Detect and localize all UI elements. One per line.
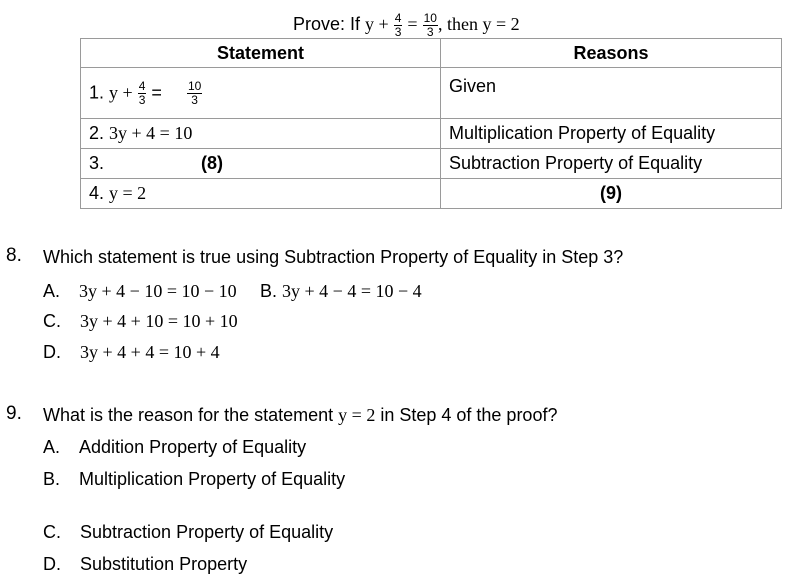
option-letter: C. xyxy=(43,311,61,331)
option-letter: A. xyxy=(43,437,61,457)
title-lhs: y + xyxy=(365,14,389,34)
fraction-denominator: 3 xyxy=(426,24,434,39)
option-letter: B. xyxy=(43,469,61,489)
step-number: 4. xyxy=(89,183,105,203)
reason-cell: Subtraction Property of Equality xyxy=(441,149,782,179)
statement-cell xyxy=(81,149,441,179)
statement-header: Statement xyxy=(81,39,441,68)
statement-text: y = 2 xyxy=(109,183,147,203)
table-row xyxy=(81,179,782,209)
table-row xyxy=(81,68,782,119)
option-text: 3y + 4 + 4 = 10 + 4 xyxy=(80,342,220,362)
statement-fraction-2 xyxy=(187,80,202,107)
fraction-denominator: 3 xyxy=(191,92,198,107)
statement-cell xyxy=(81,179,441,209)
step-number: 2. xyxy=(89,123,105,143)
fraction-numerator: 4 xyxy=(138,78,146,93)
q8-option-c[interactable] xyxy=(43,311,238,332)
statement-fraction-1 xyxy=(138,80,147,107)
option-text: 3y + 4 + 10 = 10 + 10 xyxy=(80,311,238,331)
question-9-text xyxy=(43,405,557,426)
q9-option-c[interactable] xyxy=(43,522,333,543)
option-text: Subtraction Property of Equality xyxy=(80,522,334,542)
q8-option-d[interactable] xyxy=(43,342,220,363)
q8-option-a[interactable] xyxy=(43,281,237,302)
question-9-text-before: What is the reason for the statement xyxy=(43,405,334,425)
reasons-header: Reasons xyxy=(441,39,782,68)
step-number: 3. xyxy=(89,153,105,173)
q9-option-a[interactable] xyxy=(43,437,306,458)
step-number: 1. xyxy=(89,81,105,102)
question-9-math: y = 2 xyxy=(338,405,376,425)
fraction-denominator: 3 xyxy=(394,24,402,39)
statement-text: 3y + 4 = 10 xyxy=(109,123,193,143)
q8-option-b[interactable] xyxy=(260,281,422,302)
title-suffix: , then y = 2 xyxy=(437,14,520,34)
q9-option-b[interactable] xyxy=(43,469,345,490)
option-text: 3y + 4 − 10 = 10 − 10 xyxy=(79,281,237,301)
reason-blank: (9) xyxy=(441,179,782,209)
option-letter: B. xyxy=(260,281,278,301)
table-header-row xyxy=(81,39,782,68)
statement-lhs: y + xyxy=(109,81,133,102)
title-prefix: Prove: If xyxy=(293,14,361,34)
option-text: Addition Property of Equality xyxy=(79,437,307,457)
question-8-number: 8. xyxy=(6,245,22,266)
question-8-text: Which statement is true using Subtraction Property of Equality in Step 3? xyxy=(43,247,624,267)
option-letter: C. xyxy=(43,522,61,542)
question-9-text-after: in Step 4 of the proof? xyxy=(380,405,558,425)
option-letter: D. xyxy=(43,554,61,574)
statement-cell xyxy=(81,68,441,119)
fraction-numerator: 4 xyxy=(394,10,402,25)
title-fraction-1 xyxy=(394,12,403,39)
option-letter: D. xyxy=(43,342,61,362)
table-row xyxy=(81,149,782,179)
reason-cell: Given xyxy=(441,68,782,119)
question-9-number: 9. xyxy=(6,403,22,424)
table-row xyxy=(81,119,782,149)
option-text: Multiplication Property of Equality xyxy=(79,469,346,489)
title-fraction-2 xyxy=(423,12,438,39)
option-letter: A. xyxy=(43,281,61,301)
option-text: 3y + 4 − 4 = 10 − 4 xyxy=(282,281,422,301)
statement-blank: (8) xyxy=(201,153,224,173)
title-equals: = xyxy=(407,14,418,34)
fraction-denominator: 3 xyxy=(138,92,146,107)
statement-equals: = xyxy=(151,81,162,102)
proof-table xyxy=(80,38,782,209)
option-text: Substitution Property xyxy=(80,554,248,574)
q9-option-d[interactable] xyxy=(43,554,247,575)
fraction-numerator: 10 xyxy=(187,78,202,93)
fraction-numerator: 10 xyxy=(423,10,437,25)
reason-cell: Multiplication Property of Equality xyxy=(441,119,782,149)
statement-cell xyxy=(81,119,441,149)
